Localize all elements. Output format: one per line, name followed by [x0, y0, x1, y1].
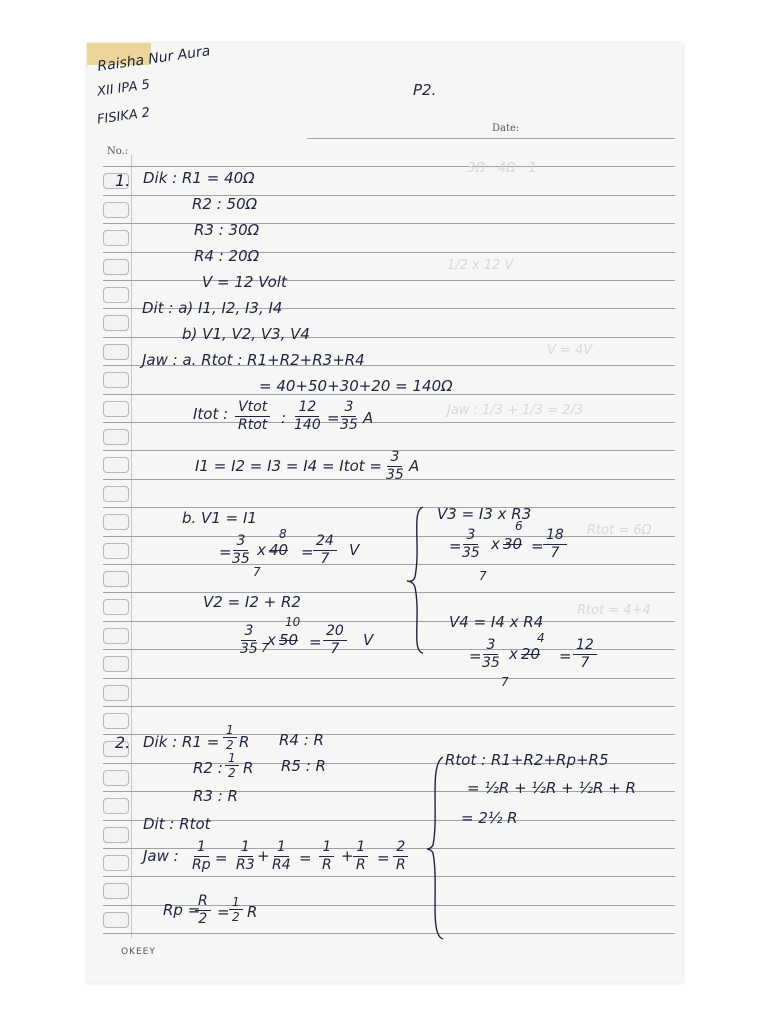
p1-v2-unit: V — [363, 631, 374, 649]
p1-currents-fraction: $\frac{3}{35}$ — [386, 449, 404, 483]
p1-v4-label: V4 = I4 x R4 — [449, 613, 544, 631]
p1-v3-den-small: 7 — [479, 569, 487, 583]
p1-v3-result: $\frac{18}{7}$ — [543, 527, 567, 562]
row-box — [103, 543, 129, 559]
p1-itot-unit: A — [363, 409, 374, 427]
p1-v3-eq2: = — [531, 537, 544, 555]
ruled-line — [103, 678, 675, 679]
p2-r2-r: R — [243, 759, 254, 777]
no-label: No.: — [107, 146, 129, 157]
p1-v4-eq: = — [469, 647, 482, 665]
p1-v3-times: x — [491, 535, 500, 553]
p1-v2-r: 50 — [279, 631, 299, 649]
row-box — [103, 429, 129, 445]
problem-2-number: 2. — [115, 733, 131, 752]
row-box — [103, 401, 129, 417]
row-box — [103, 798, 129, 814]
p1-v4-r: 20 — [521, 645, 541, 663]
row-box — [103, 883, 129, 899]
p2-dik-r4: R4 : R — [279, 731, 324, 749]
p1-currents-unit: A — [409, 457, 420, 475]
brand-logo: OKEEY — [121, 947, 156, 957]
p1-itot-fraction: Vtot Rtot — [235, 399, 270, 434]
p1-dit-b: b) V1, V2, V3, V4 — [182, 325, 310, 343]
row-box — [103, 372, 129, 388]
p1-itot-eq2: = — [327, 409, 340, 427]
p1-v4-den-small: 7 — [501, 675, 509, 689]
row-box — [103, 713, 129, 729]
p2-dik-r5: R5 : R — [281, 757, 326, 775]
p1-v4-r-small: 4 — [537, 631, 545, 645]
student-name: Raisha Nur Aura — [96, 43, 212, 75]
ruled-line — [103, 252, 675, 253]
ruled-line — [103, 166, 675, 167]
row-box — [103, 486, 129, 502]
p2-jaw-eq1: = — [215, 849, 228, 867]
p2-jaw-f3: $\frac{1}{R4}$ — [272, 839, 291, 873]
ruled-line — [103, 706, 675, 707]
row-box — [103, 599, 129, 615]
p2-r2-fraction: $\frac{1}{2}$ — [225, 751, 239, 780]
ruled-line — [103, 280, 675, 281]
p2-rtot-line1: Rtot : R1+R2+Rp+R5 — [445, 751, 609, 769]
p1-jaw-a-line2: = 40+50+30+20 = 140Ω — [259, 377, 453, 395]
p1-v1-times: x — [257, 541, 266, 559]
student-class: XII IPA 5 — [96, 77, 151, 100]
p2-jaw-f1: $\frac{1}{Rp}$ — [192, 839, 211, 873]
p2-jaw-eq3: = — [377, 849, 390, 867]
p2-rtot-line2: = ½R + ½R + ½R + R — [467, 779, 636, 797]
row-box — [103, 827, 129, 843]
p1-itot-eq: : — [281, 409, 287, 427]
p1-v4-result: $\frac{12}{7}$ — [573, 637, 597, 672]
p1-itot-value: $\frac{12}{140}$ — [294, 399, 321, 433]
p1-v1-result: $\frac{24}{7}$ — [313, 533, 337, 568]
p1-itot-label: Itot : — [193, 405, 229, 423]
p2-dik-r3: R3 : R — [193, 787, 238, 805]
p1-v2-times: x — [267, 631, 276, 649]
ruled-line — [103, 876, 675, 877]
p1-v4-eq2: = — [559, 647, 572, 665]
p2-jaw-plus1: + — [257, 847, 270, 865]
p1-dit-a: Dit : a) I1, I2, I3, I4 — [142, 299, 283, 317]
row-box — [103, 685, 129, 701]
p2-r1-fraction: $\frac{1}{2}$ — [223, 723, 237, 752]
row-box — [103, 315, 129, 331]
page-number: P2. — [413, 81, 437, 99]
p1-v2-result: $\frac{20}{7}$ — [323, 623, 347, 658]
ruled-line — [103, 933, 675, 934]
ruled-line — [103, 564, 675, 565]
p2-rp-fraction: $\frac{R}{2}$ — [195, 893, 211, 928]
p1-v1-eq: = — [219, 543, 232, 561]
p1-curly-brace — [405, 505, 429, 655]
p2-jaw-f4: $\frac{1}{R}$ — [319, 839, 335, 874]
p1-v3-label: V3 = I3 x R3 — [437, 505, 532, 523]
p1-jaw-a-line1: Jaw : a. Rtot : R1+R2+R3+R4 — [142, 351, 365, 369]
p2-dik-r1: Dik : R1 = — [143, 733, 220, 751]
p2-curly-brace — [425, 755, 449, 941]
p2-rp-eq: = — [217, 903, 230, 921]
ruled-line — [103, 621, 675, 622]
p2-rp-half: $\frac{1}{2}$ — [229, 895, 243, 924]
p1-v3-r: 30 — [503, 535, 523, 553]
p1-v3-current: $\frac{3}{35}$ — [462, 527, 480, 561]
row-box — [103, 259, 129, 275]
p2-dit: Dit : Rtot — [143, 815, 211, 833]
row-box — [103, 344, 129, 360]
p1-v1-current: $\frac{3}{35}$ — [232, 533, 250, 567]
row-box — [103, 656, 129, 672]
date-label: Date: — [492, 123, 520, 134]
ruled-line — [103, 195, 675, 196]
row-box — [103, 287, 129, 303]
p1-v3-r-small: 6 — [515, 519, 523, 533]
p2-jaw-f2: $\frac{1}{R3}$ — [236, 839, 255, 873]
p1-dik-r3: R3 : 30Ω — [194, 221, 260, 239]
row-box — [103, 571, 129, 587]
p2-jaw-plus2: + — [341, 847, 354, 865]
ruled-line — [103, 422, 675, 423]
p1-v1-r-small: 8 — [279, 527, 287, 541]
p1-dik-r2: R2 : 50Ω — [192, 195, 258, 213]
p2-jaw-f6: $\frac{2}{R}$ — [393, 839, 409, 874]
ruled-line — [103, 592, 675, 593]
p1-v1-den-small: 7 — [253, 565, 261, 579]
ruled-line — [307, 138, 675, 139]
p1-v2-current: $\frac{3}{35}$ — [240, 623, 258, 657]
row-box — [103, 912, 129, 928]
row-box — [103, 202, 129, 218]
p2-jaw-label: Jaw : — [143, 847, 179, 865]
p1-v2-den-small: 7 — [261, 641, 269, 655]
p2-r1-r: R — [239, 733, 250, 751]
row-box — [103, 770, 129, 786]
row-box — [103, 230, 129, 246]
p1-currents-equal: I1 = I2 = I3 = I4 = Itot = — [195, 457, 382, 475]
subject-label: FISIKA 2 — [96, 105, 152, 128]
p2-jaw-f5: $\frac{1}{R}$ — [353, 839, 369, 874]
p2-jaw-eq2: = — [299, 849, 312, 867]
row-box — [103, 457, 129, 473]
p1-v4-current: $\frac{3}{35}$ — [482, 637, 500, 671]
row-box — [103, 855, 129, 871]
p1-v2-eq2: = — [309, 633, 322, 651]
p1-v1-eq2: = — [301, 543, 314, 561]
p1-dik-r4: R4 : 20Ω — [194, 247, 260, 265]
p1-v3-eq: = — [449, 537, 462, 555]
p1-dik-v: V = 12 Volt — [202, 273, 287, 291]
ruled-line — [103, 507, 675, 508]
p2-dik-r2: R2 : — [193, 759, 223, 777]
ruled-line — [103, 223, 675, 224]
p1-v1-label: b. V1 = I1 — [182, 509, 257, 527]
problem-1-number: 1. — [115, 171, 131, 190]
p1-v4-times: x — [509, 645, 518, 663]
p1-itot-result: $\frac{3}{35}$ — [340, 399, 358, 433]
p2-rp-r: R — [247, 903, 258, 921]
notebook-page: Raisha Nur Aura XII IPA 5 FISIKA 2 P2. Date: No.: 3Ω · 4Ω · 1 1/2 x 12 V V = 4V Jaw : 1/3 + 1/3 = 2/3 Rtot = 6Ω Rtot = 4+4 1. Dik : R1 = 40Ω R2 : 50Ω R3 : 30Ω R4 : 20Ω V = 12 Volt Dit : a) I1, I2, I3, I4 b) V1, V2, V3, V4 Jaw : a. Rtot : R1+R2+R3+R4 = 40+50+30+20 = 140Ω Itot : Vtot Rtot : $\frac{12}{140}$ = $\frac{3}{35}$ A I1 = I2 = I3 = I4 = Itot = $\frac{3}{35}$ A b. V1 = I1 = $\frac{3}{35}$ 7 x 40 8 = $\frac{24}{7}$ V V2 = I2 + R2 $\frac{3}{35}$ 7 x 50 10 = $\frac{20}{7}$ V V3 = I3 x R3 = $\frac{3}{35}$ 7 x 30 6 = $\frac{18}{7}$ V4 = I4 x R4 = $\frac{3}{35}$ 7 x 20 4 = $\frac{12}{7}$ 2. Dik : R1 = $\frac{1}{2}$ R R4 : R R2 : $\frac{1}{2}$ R R5 : R R3 : R Dit : Rtot Jaw : $\frac{1}{Rp}$ = $\frac{1}{R3}$ + $\frac{1}{R4}$ = $\frac{1}{R}$ + $\frac{1}{R}$ = $\frac{2}{R}$ Rp = $\frac{R}{2}$ = $\frac{1}{2}$ R Rtot : R1+R2+Rp+R5 = ½R + ½R + ½R + R = 2½ R OKEEY — [87, 43, 683, 983]
row-box — [103, 514, 129, 530]
p1-dik-r1: Dik : R1 = 40Ω — [143, 169, 255, 187]
p2-rp-label: Rp = — [163, 901, 201, 919]
p1-v2-label: V2 = I2 + R2 — [203, 593, 301, 611]
p1-v1-unit: V — [349, 541, 360, 559]
p2-rtot-line3: = 2½ R — [461, 809, 518, 827]
row-box — [103, 628, 129, 644]
p1-v1-r: 40 — [269, 541, 289, 559]
p1-v2-r-small: 10 — [285, 615, 301, 629]
